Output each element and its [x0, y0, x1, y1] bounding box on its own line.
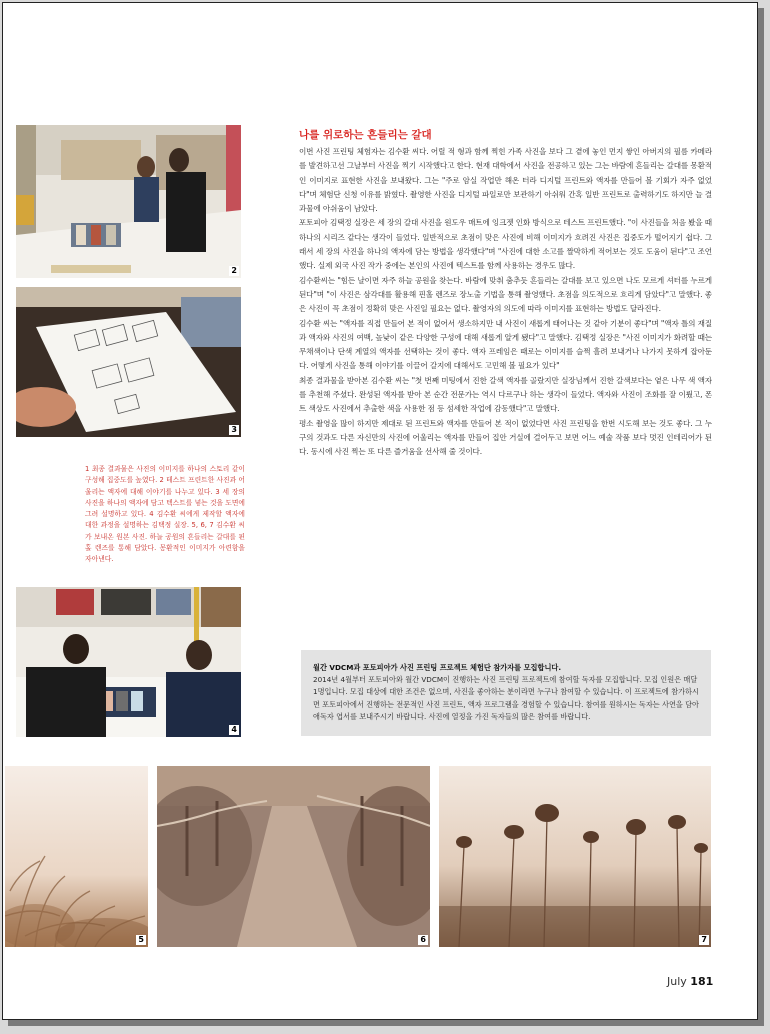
photo-caption: 1 최종 결과물은 사진의 이미지를 하나의 스토리 같이 구성해 집중도를 높였다. 2 테스트 프린트한 사진과 어울리는 액자에 대해 이야기를 나누고 있다. 3 세 장의 사진을 하나의 액자에 담고 텍스트를 넣는 것을 도면에 그려 설명하고 있다. 4 김수환 씨에게 제작할 액자에 대한 과정을 설명하는 김택정 실장. 5, 6, 7 김수환 씨가 보내온 원본 사진. 하늘 공원의 흔들리는 갈대를 핀홀 렌즈를 통해 담았다. 몽환적인 이미지가 아련함을 자아낸다.	[85, 465, 245, 564]
recruitment-notice	[301, 650, 711, 736]
photo-2-image	[16, 125, 241, 278]
photo-5-image	[5, 766, 148, 947]
photo-4-meeting	[16, 587, 241, 737]
photo-number: 7	[701, 935, 707, 944]
photo-6-image	[157, 766, 430, 947]
photo-number: 6	[420, 935, 426, 944]
photo-7-image	[439, 766, 711, 947]
photo-3-image	[16, 287, 241, 437]
photo-3-sketch	[16, 287, 241, 437]
photo-2-workshop	[16, 125, 241, 278]
page-number: 181	[690, 975, 714, 988]
article-paragraph: 김수환 씨는 "액자를 직접 만들어 본 적이 없어서 생소하지만 내 사진이 새롭게 태어나는 것 같아 기분이 좋다"며 "액자 틀의 재질과 액자와 사진의 여백, 높낮이 같은 다양한 구성에 대해 새롭게 알게 됐다"고 말했다. 김택정 실장은 "사진 이미지가 화려할 때는 무채색이나 단색 계열의 액자를 선택하는 것이 좋다. 액자 프레임은 때로는 이미지를 슬쩍 흘려 보내거나 나가지 못하게 잡아둔다. 어떻게 사진을 통해 이야기를 이끌어 갈지에 대해서도 고민해 볼 필요가 있다"	[299, 318, 712, 371]
magazine-page	[2, 2, 758, 1020]
photo-5-reeds	[5, 766, 148, 947]
photo-number: 2	[231, 266, 237, 275]
article-paragraph: 포토피아 김택정 실장은 세 장의 갈대 사진을 원도우 매트에 잉크젯 인화 방식으로 테스트 프린트했다. "이 사진들을 처음 봤을 때 하나의 시리즈 같다는 생각이 들었다. 일반적으로 초점이 맞은 사진에 비해 이미지가 흐려진 사진은 집중도가 떨어지기 쉽다. 그래서 세 장의 사진을 하나의 액자에 담는 방법을 생각했다"며 "사진에 대한 소고를 짤막하게 적어보는 것도 도움이 된다"고 조언했다. 실제 외국 사진 작가 중에는 본인의 사진에 텍스트를 함께 사용하는 경우도 많다.	[299, 218, 712, 271]
article-paragraph: 최종 결과물을 받아본 김수환 씨는 "첫 번째 미팅에서 진한 갈색 액자를 골랐지만 실장님께서 진한 갈색보다는 옅은 나무 색 액자를 추천해 주셨다. 완성된 액자를 받아 본 순간 전문가는 역시 다르구나 하는 생각이 들었다. 액자와 사진이 조화를 잘 이뤘고, 폰트 색상도 사진에서 추출한 색을 사용한 점 등 섬세한 작업에 감동했다"고 말했다.	[299, 375, 712, 414]
photo-number: 4	[231, 725, 237, 734]
page-footer	[667, 975, 713, 988]
photo-number: 5	[138, 935, 144, 944]
photo-4-image	[16, 587, 241, 737]
article-paragraph: 김수환씨는 "힘든 날이면 자주 하늘 공원을 찾는다. 바람에 맞춰 춤추듯 흔들리는 갈대를 보고 있으면 나도 모르게 셔터를 누르게 된다"며 "이 사진은 삼각대를 활용해 핀홀 렌즈로 장노출 기법을 통해 촬영했다. 초점을 의도적으로 흐리게 담았다"고 말했다. 좋은 사진이 꼭 초점이 정확히 맞은 사진일 필요는 없다. 촬영자의 의도에 따라 이미지를 표현하는 방법도 달라진다.	[299, 275, 712, 314]
notice-title: 월간 VDCM과 포토피아가 사진 프린팅 프로젝트 체험단 참가자를 모집합니다.	[313, 663, 562, 672]
photo-number: 3	[231, 425, 237, 434]
photo-6-path	[157, 766, 430, 947]
photo-7-reeds	[439, 766, 711, 947]
notice-body: 2014년 4월부터 포토피아와 월간 VDCM이 진행하는 사진 프린팅 프로젝트에 참여할 독자를 모집합니다. 모집 인원은 매달 1명입니다. 모집 대상에 대한 조건은 없으며, 사진을 좋아하는 분이라면 누구나 참여할 수 있습니다. 이 프로젝트에 참가하시면 포토피아에서 진행하는 전문적인 사진 프린트, 액자 프로그램을 경험할 수 있습니다. 참여를 원하시는 독자는 사연을 담아 애독자 엽서를 보내주시기 바랍니다. 사진에 열정을 가진 독자들의 많은 참여를 바랍니다.	[313, 675, 700, 721]
article-body	[299, 145, 712, 460]
issue-month: July	[667, 975, 687, 988]
article-paragraph: 평소 촬영을 많이 하지만 제대로 된 프린트와 액자를 만들어 본 적이 없었다면 사진 프린팅을 한번 시도해 보는 것도 좋다. 그 누구의 것과도 다른 자신만의 사진에 어울리는 액자를 만들어 집안 거실에 걸어두고 보면 어느 예술 작품 보다 멋진 인테리어가 된다. 동시에 사진 찍는 또 다른 즐거움을 선사해 줄 것이다.	[299, 418, 712, 457]
article-paragraph: 이번 사진 프린팅 체험자는 김수환 씨다. 어릴 적 형과 함께 찍힌 가족 사진을 보다 그 곁에 놓인 먼지 쌓인 아버지의 필름 카메라를 발견하고선 그날부터 사진을 찍기 시작했다고 한다. 현재 대학에서 사진을 전공하고 있는 그는 바람에 흔들리는 갈대를 몽환적인 이미지로 표현한 사진을 보내왔다. 그는 "주로 암실 작업만 해온 터라 디지털 프린트와 액자를 만들어 볼 기회가 자주 없었다"며 체험단 신청 이유를 밝혔다. 촬영한 사진을 디지털 파일로만 보관하기 아쉬워 간혹 일반 프린트로 출력하기도 하지만 늘 결과물에 아쉬움이 남았다.	[299, 147, 712, 214]
article-heading: 나를 위로하는 흔들리는 갈대	[299, 129, 432, 141]
